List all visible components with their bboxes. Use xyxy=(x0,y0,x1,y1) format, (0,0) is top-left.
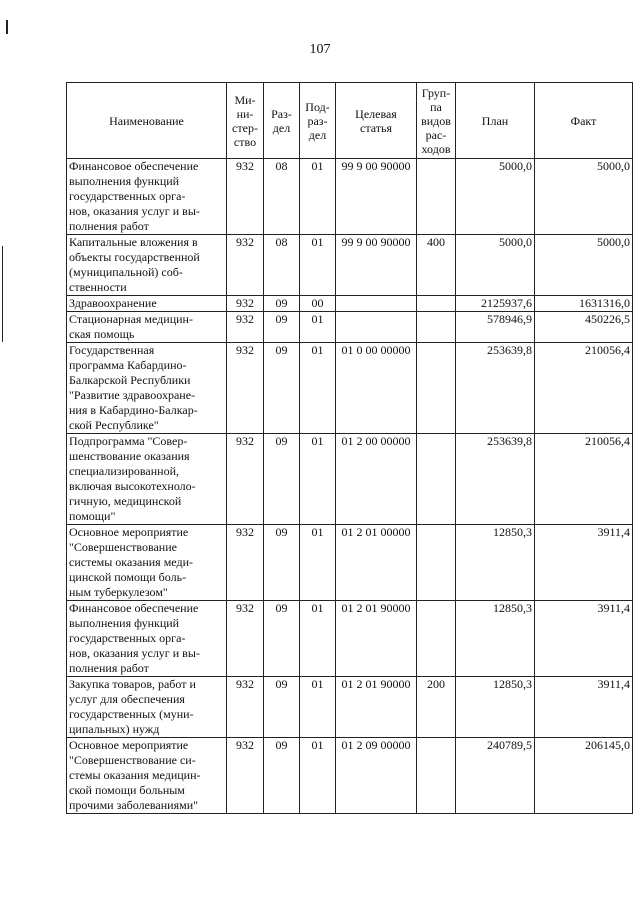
table-row xyxy=(67,296,633,312)
cell-group xyxy=(417,159,456,235)
header-name: Наименование xyxy=(67,83,227,159)
table-row xyxy=(67,525,633,601)
cell-plan: 253639,8 xyxy=(456,343,535,434)
cell-ministry: 932 xyxy=(227,312,264,343)
cell-plan: 12850,3 xyxy=(456,525,535,601)
table-header-row xyxy=(67,83,633,159)
scan-edge-mark-left xyxy=(2,246,3,342)
cell-group xyxy=(417,525,456,601)
cell-ministry: 932 xyxy=(227,434,264,525)
cell-fact: 3911,4 xyxy=(535,677,633,738)
page-number: 107 xyxy=(309,42,331,57)
header-group: Груп- па видов рас- ходов xyxy=(417,83,456,159)
cell-ministry: 932 xyxy=(227,601,264,677)
cell-section: 09 xyxy=(264,677,300,738)
cell-plan: 578946,9 xyxy=(456,312,535,343)
cell-fact: 1631316,0 xyxy=(535,296,633,312)
cell-target: 01 2 01 90000 xyxy=(336,677,417,738)
cell-name: Основное мероприятие "Совершенствование системы оказания меди- цинской помощи боль- ным туберкулезом" xyxy=(67,525,227,601)
cell-subsection: 01 xyxy=(300,312,336,343)
cell-fact: 3911,4 xyxy=(535,525,633,601)
cell-ministry: 932 xyxy=(227,343,264,434)
cell-name: Основное мероприятие "Совершенствование си- стемы оказания медицин- ской помощи больным прочими заболеваниями" xyxy=(67,738,227,814)
header-plan: План xyxy=(456,83,535,159)
header-fact: Факт xyxy=(535,83,633,159)
cell-subsection: 00 xyxy=(300,296,336,312)
cell-plan: 12850,3 xyxy=(456,601,535,677)
cell-fact: 206145,0 xyxy=(535,738,633,814)
cell-subsection: 01 xyxy=(300,343,336,434)
table-row xyxy=(67,601,633,677)
cell-section: 09 xyxy=(264,525,300,601)
cell-group: 400 xyxy=(417,235,456,296)
cell-ministry: 932 xyxy=(227,296,264,312)
table-row xyxy=(67,434,633,525)
cell-name: Стационарная медицин- ская помощь xyxy=(67,312,227,343)
cell-name: Закупка товаров, работ и услуг для обеспечения государственных (муни- ципальных) нужд xyxy=(67,677,227,738)
cell-name: Финансовое обеспечение выполнения функций государственных орга- нов, оказания услуг и вы- полнения работ xyxy=(67,159,227,235)
cell-group xyxy=(417,343,456,434)
cell-section: 09 xyxy=(264,312,300,343)
cell-plan: 5000,0 xyxy=(456,235,535,296)
cell-ministry: 932 xyxy=(227,235,264,296)
cell-section: 09 xyxy=(264,296,300,312)
header-section: Раз- дел xyxy=(264,83,300,159)
cell-group xyxy=(417,434,456,525)
cell-target xyxy=(336,312,417,343)
cell-target: 01 2 01 90000 xyxy=(336,601,417,677)
cell-section: 08 xyxy=(264,235,300,296)
table-row xyxy=(67,312,633,343)
cell-target: 99 9 00 90000 xyxy=(336,235,417,296)
cell-target: 01 2 09 00000 xyxy=(336,738,417,814)
cell-group xyxy=(417,601,456,677)
cell-target: 01 2 01 00000 xyxy=(336,525,417,601)
cell-name: Подпрограмма "Совер- шенствование оказания специализированной, включая высокотехноло- гичную, медицинской помощи" xyxy=(67,434,227,525)
cell-target: 01 0 00 00000 xyxy=(336,343,417,434)
cell-ministry: 932 xyxy=(227,525,264,601)
cell-subsection: 01 xyxy=(300,235,336,296)
cell-subsection: 01 xyxy=(300,601,336,677)
cell-ministry: 932 xyxy=(227,159,264,235)
cell-section: 09 xyxy=(264,601,300,677)
cell-group xyxy=(417,296,456,312)
cell-fact: 5000,0 xyxy=(535,159,633,235)
cell-fact: 450226,5 xyxy=(535,312,633,343)
cell-plan: 253639,8 xyxy=(456,434,535,525)
cell-fact: 3911,4 xyxy=(535,601,633,677)
cell-subsection: 01 xyxy=(300,738,336,814)
cell-target: 01 2 00 00000 xyxy=(336,434,417,525)
cell-target xyxy=(336,296,417,312)
cell-name: Финансовое обеспечение выполнения функций государственных орга- нов, оказания услуг и вы- полнения работ xyxy=(67,601,227,677)
header-target: Целевая статья xyxy=(336,83,417,159)
table-row xyxy=(67,343,633,434)
cell-plan: 5000,0 xyxy=(456,159,535,235)
cell-group xyxy=(417,738,456,814)
cell-fact: 5000,0 xyxy=(535,235,633,296)
cell-group xyxy=(417,312,456,343)
cell-subsection: 01 xyxy=(300,434,336,525)
cell-subsection: 01 xyxy=(300,159,336,235)
header-subsection: Под- раз- дел xyxy=(300,83,336,159)
cell-name: Капитальные вложения в объекты государственной (муниципальной) соб- ственности xyxy=(67,235,227,296)
cell-section: 09 xyxy=(264,434,300,525)
cell-name: Государственная программа Кабардино- Балкарской Республики "Развитие здравоохране- ния в Кабардино-Балкар- ской Республике" xyxy=(67,343,227,434)
table-row xyxy=(67,738,633,814)
table-row xyxy=(67,677,633,738)
table-row xyxy=(67,159,633,235)
cell-plan: 2125937,6 xyxy=(456,296,535,312)
cell-section: 09 xyxy=(264,343,300,434)
budget-table xyxy=(66,82,633,814)
cell-name: Здравоохранение xyxy=(67,296,227,312)
cell-group: 200 xyxy=(417,677,456,738)
cell-plan: 12850,3 xyxy=(456,677,535,738)
table-row xyxy=(67,235,633,296)
scan-edge-mark-top xyxy=(6,20,8,34)
cell-ministry: 932 xyxy=(227,738,264,814)
cell-section: 08 xyxy=(264,159,300,235)
cell-subsection: 01 xyxy=(300,677,336,738)
header-ministry: Ми- ни- стер- ство xyxy=(227,83,264,159)
cell-fact: 210056,4 xyxy=(535,343,633,434)
cell-subsection: 01 xyxy=(300,525,336,601)
cell-ministry: 932 xyxy=(227,677,264,738)
cell-target: 99 9 00 90000 xyxy=(336,159,417,235)
cell-fact: 210056,4 xyxy=(535,434,633,525)
cell-plan: 240789,5 xyxy=(456,738,535,814)
cell-section: 09 xyxy=(264,738,300,814)
